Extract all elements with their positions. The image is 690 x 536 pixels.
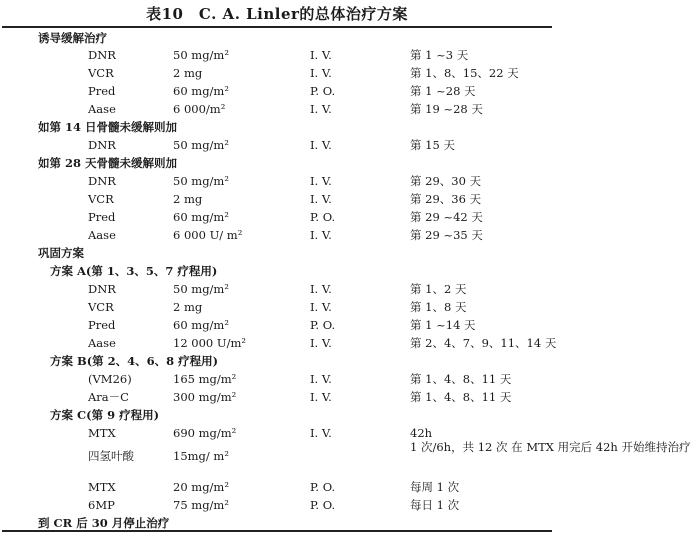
route: I. V. xyxy=(310,192,332,206)
dose: 2 mg xyxy=(173,192,203,206)
drug-name: DNR xyxy=(88,138,116,152)
dose: 6 000/m² xyxy=(173,102,226,116)
dose: 50 mg/m² xyxy=(173,282,229,296)
table-row xyxy=(0,388,554,406)
drug-name: (VM26) xyxy=(88,372,132,386)
table-row xyxy=(0,46,554,64)
table-row xyxy=(0,190,554,208)
table-row xyxy=(0,496,554,514)
schedule: 第 1、4、8、11 天 xyxy=(410,390,512,404)
subsection-heading xyxy=(0,406,554,424)
route: I. V. xyxy=(310,372,332,386)
table-row xyxy=(0,438,690,474)
route: I. V. xyxy=(310,282,332,296)
route: I. V. xyxy=(310,138,332,152)
dose: 60 mg/m² xyxy=(173,84,229,98)
schedule: 第 29、30 天 xyxy=(410,174,482,188)
drug-name: 6MP xyxy=(88,498,115,512)
table-row xyxy=(0,136,554,154)
table-row xyxy=(0,298,554,316)
dose: 300 mg/m² xyxy=(173,390,237,404)
route: I. V. xyxy=(310,390,332,404)
section-heading xyxy=(0,118,554,136)
drug-name: MTX xyxy=(88,480,116,494)
route: I. V. xyxy=(310,66,332,80)
heading-label: 如第 28 天骨髓未缓解则加 xyxy=(38,156,178,170)
route: P. O. xyxy=(310,210,336,224)
heading-label: 到 CR 后 30 月停止治疗 xyxy=(38,516,170,530)
route: P. O. xyxy=(310,498,336,512)
schedule: 第 29 ~35 天 xyxy=(410,228,483,242)
schedule: 每周 1 次 xyxy=(410,480,460,494)
schedule: 第 1 ~3 天 xyxy=(410,48,469,62)
route: P. O. xyxy=(310,318,336,332)
heading-label: 诱导缓解治疗 xyxy=(38,31,107,45)
drug-name: DNR xyxy=(88,174,116,188)
dose: 60 mg/m² xyxy=(173,318,229,332)
drug-name: DNR xyxy=(88,48,116,62)
heading-label: 方案 B(第 2、4、6、8 疗程用) xyxy=(50,354,219,368)
schedule: 42h xyxy=(410,426,433,440)
route: I. V. xyxy=(310,336,332,350)
subsection-heading xyxy=(0,262,554,280)
table-row xyxy=(0,82,554,100)
drug-name: MTX xyxy=(88,426,116,440)
table-row xyxy=(0,100,554,118)
dose: 6 000 U/ m² xyxy=(173,228,243,242)
table-row xyxy=(0,478,554,496)
schedule: 第 29、36 天 xyxy=(410,192,482,206)
drug-name: Pred xyxy=(88,318,116,332)
dose: 50 mg/m² xyxy=(173,138,229,152)
dose: 165 mg/m² xyxy=(173,372,237,386)
route: I. V. xyxy=(310,228,332,242)
table-row xyxy=(0,370,554,388)
schedule: 第 1、8 天 xyxy=(410,300,467,314)
route: I. V. xyxy=(310,174,332,188)
table-row xyxy=(0,172,554,190)
section-heading xyxy=(0,29,554,47)
table-row xyxy=(0,280,554,298)
table-title: 表10 C. A. Linler的总体治疗方案 xyxy=(146,5,408,23)
top-rule xyxy=(2,26,552,28)
dose: 20 mg/m² xyxy=(173,480,229,494)
drug-name: Pred xyxy=(88,84,116,98)
route: I. V. xyxy=(310,300,332,314)
drug-name: Aase xyxy=(88,228,116,242)
heading-label: 方案 C(第 9 疗程用) xyxy=(50,408,160,422)
schedule: 第 15 天 xyxy=(410,138,455,152)
drug-name: VCR xyxy=(88,66,114,80)
table-row xyxy=(0,316,554,334)
table-row xyxy=(0,208,554,226)
schedule: 第 1 ~28 天 xyxy=(410,84,476,98)
drug-name: Aase xyxy=(88,336,116,350)
drug-name: Ara－C xyxy=(88,390,129,404)
table-row xyxy=(0,334,557,352)
subsection-heading xyxy=(0,352,554,370)
dose: 12 000 U/m² xyxy=(173,336,246,350)
schedule: 1 次/6h，共 12 次 在 MTX 用完后 42h 开始维持治疗 xyxy=(410,440,690,454)
heading-label: 巩固方案 xyxy=(38,246,84,260)
schedule: 第 19 ~28 天 xyxy=(410,102,483,116)
section-heading xyxy=(0,244,554,262)
drug-name: VCR xyxy=(88,192,114,206)
drug-name: VCR xyxy=(88,300,114,314)
schedule: 第 1、4、8、11 天 xyxy=(410,372,512,386)
bottom-rule xyxy=(2,530,552,532)
drug-name: 四氢叶酸 xyxy=(88,449,134,463)
drug-name: Pred xyxy=(88,210,116,224)
dose: 50 mg/m² xyxy=(173,48,229,62)
heading-label: 如第 14 日骨髓未缓解则加 xyxy=(38,120,178,134)
heading-label: 方案 A(第 1、3、5、7 疗程用) xyxy=(50,264,218,278)
dose: 50 mg/m² xyxy=(173,174,229,188)
dose: 2 mg xyxy=(173,300,203,314)
table-row xyxy=(0,64,554,82)
route: I. V. xyxy=(310,48,332,62)
route: P. O. xyxy=(310,84,336,98)
schedule: 第 1 ~14 天 xyxy=(410,318,476,332)
dose: 15mg/ m² xyxy=(173,449,229,463)
schedule: 第 29 ~42 天 xyxy=(410,210,483,224)
schedule: 第 1、2 天 xyxy=(410,282,467,296)
route: P. O. xyxy=(310,480,336,494)
dose: 75 mg/m² xyxy=(173,498,229,512)
dose: 2 mg xyxy=(173,66,203,80)
schedule: 第 2、4、7、9、11、14 天 xyxy=(410,336,557,350)
dose: 690 mg/m² xyxy=(173,426,237,440)
dose: 60 mg/m² xyxy=(173,210,229,224)
route: I. V. xyxy=(310,102,332,116)
route: I. V. xyxy=(310,426,332,440)
drug-name: DNR xyxy=(88,282,116,296)
table-row xyxy=(0,226,554,244)
schedule: 第 1、8、15、22 天 xyxy=(410,66,519,80)
section-heading xyxy=(0,154,554,172)
drug-name: Aase xyxy=(88,102,116,116)
schedule: 每日 1 次 xyxy=(410,498,460,512)
